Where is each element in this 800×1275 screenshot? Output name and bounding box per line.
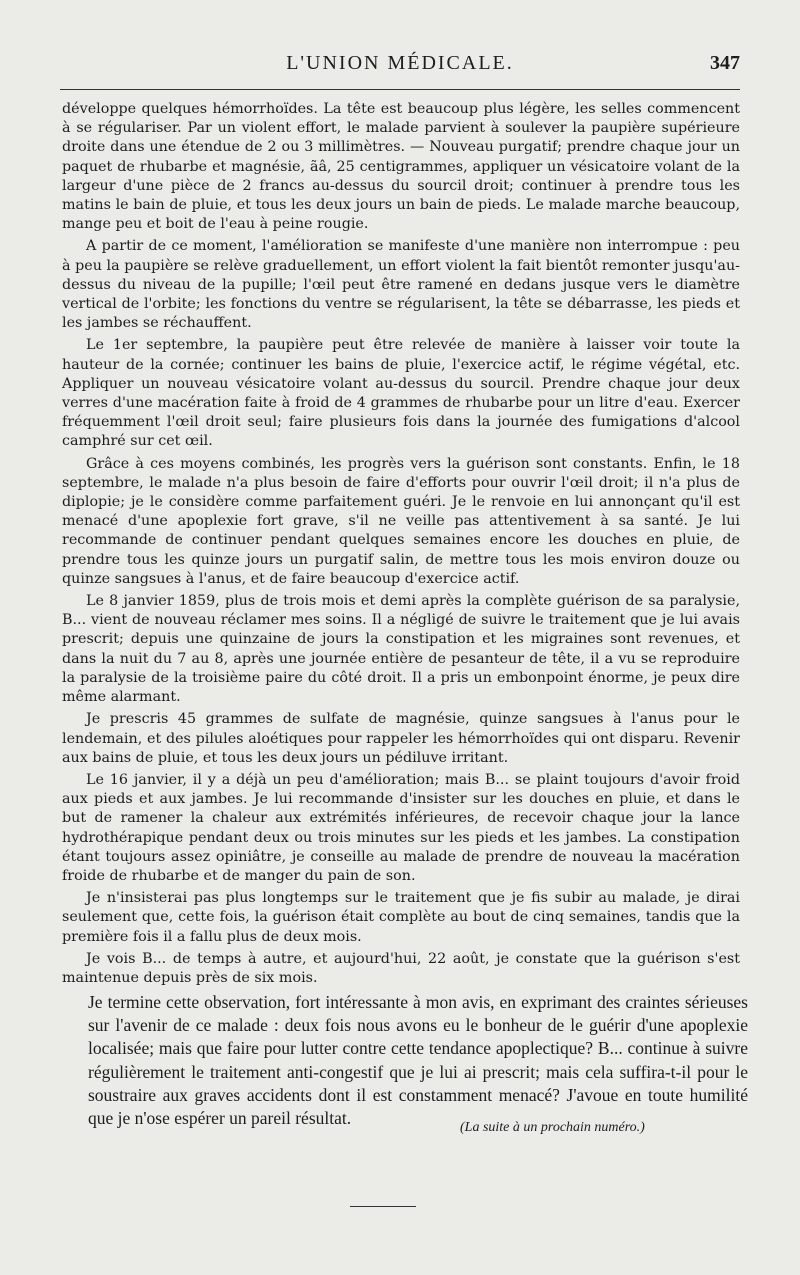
running-title: L'UNION MÉDICALE. (286, 52, 514, 74)
header-rule (60, 89, 740, 90)
paragraph: Le 1er septembre, la paupière peut être relevée de manière à laisser voir toute la hauteur de la cornée; continuer les bains de pluie, l'exercice actif, le régime végétal, etc. Appliquer un nouveau vésicatoire volant au-dessus du sourcil. Prendre chaque jour deux verres d'une macération faite à froid de 4 grammes de rhubarbe pour un litre d'eau. Exercer fréquemment l'œil droit seul; faire plusieurs fois dans la journée des fumigations d'alcool camphré sur cet œil. (62, 337, 740, 450)
closing-section (88, 991, 748, 1130)
paragraph: Je n'insisterai pas plus longtemps sur le traitement que je fis subir au malade, je dirai seulement que, cette fois, la guérison était complète au bout de cinq semaines, tandis que la première fois il a fallu plus de deux mois. (62, 890, 740, 945)
footer-rule (350, 1206, 416, 1207)
paragraph: développe quelques hémorrhoïdes. La tête est beaucoup plus légère, les selles commencent à se régulariser. Par un violent effort, le malade parvient à soulever la paupière supérieure droite dans une étendue de 2 ou 3 millimètres. — Nouveau purgatif; prendre chaque jour un paquet de rhubarbe et magnésie, ãâ, 25 centigrammes, appliquer un vésicatoire volant de la largeur d'une pièce de 2 francs au-dessus du sourcil droit; continuer à prendre tous les matins le bain de pluie, et tous les deux jours un bain de pieds. Le malade marche beaucoup, mange peu et boit de l'eau à peine rougie. (62, 101, 740, 233)
article-body (62, 100, 740, 991)
continuation-note: (La suite à un prochain numéro.) (460, 1120, 645, 1135)
paragraph: Grâce à ces moyens combinés, les progrès vers la guérison sont constants. Enfin, le 18 septembre, le malade n'a plus besoin de faire d'efforts pour ouvrir l'œil droit; il n'a plus de diplopie; je le considère comme parfaitement guéri. Je le renvoie en lui annonçant qu'il est menacé d'une apoplexie fort grave, s'il ne veille pas attentivement à sa santé. Je lui recommande de continuer pendant quelques semaines encore les douches en pluie, de prendre tous les quinze jours un purgatif salin, de mettre tous les mois environ douze ou quinze sangsues à l'anus, et de faire beaucoup d'exercice actif. (62, 455, 740, 587)
paragraph: Le 16 janvier, il y a déjà un peu d'amélioration; mais B... se plaint toujours d'avoir froid aux pieds et aux jambes. Je lui recommande d'insister sur les douches en pluie, et dans le but de ramener la chaleur aux extrémités inférieures, de recevoir chaque jour la lance hydrothérapique pendant deux ou trois minutes sur les pieds et les jambes. La constipation étant toujours assez opiniâtre, je conseille au malade de prendre de nouveau la macération froide de rhubarbe et de manger du pain de son. (62, 771, 740, 884)
paragraph: A partir de ce moment, l'amélioration se manifeste d'une manière non interrompue : peu à peu la paupière se relève graduellement, un effort violent la fait bientôt remonter jusqu'au-dessus du niveau de la pupille; l'œil peut être ramené en dedans jusque vers le diamètre vertical de l'orbite; les fonctions du ventre se régularisent, la tête se débarrasse, les pieds et les jambes se réchauffent. (62, 238, 740, 332)
page-header (60, 52, 740, 82)
paragraph: Je prescris 45 grammes de sulfate de magnésie, quinze sangsues à l'anus pour le lendemain, et des pilules aloétiques pour rappeler les hémorrhoïdes qui ont disparu. Revenir aux bains de pluie, et tous les deux jours un pédiluve irritant. (62, 711, 740, 766)
paragraph: Le 8 janvier 1859, plus de trois mois et demi après la complète guérison de sa paralysie, B... vient de nouveau réclamer mes soins. Il a négligé de suivre le traitement que je lui avais prescrit; depuis une quinzaine de jours la constipation et les migraines sont revenues, et dans la nuit du 7 au 8, après une journée entière de pesanteur de tête, il a vu se reproduire la paralysie de la troisième paire du côté droit. Il a pris un embonpoint énorme, je peux dire même alarmant. (62, 593, 740, 706)
page-number: 347 (710, 52, 740, 74)
closing-paragraph: Je termine cette observation, fort intéressante à mon avis, en exprimant des craintes sérieuses sur l'avenir de ce malade : deux fois nous avons eu le bonheur de le guérir d'une apoplexie localisée; mais que faire pour lutter contre cette tendance apoplectique? B... continue à suivre régulièrement le traitement anti-congestif que je lui ai prescrit; mais cela suffira-t-il pour le soustraire aux graves accidents dont il est constamment menacé? J'avoue en toute humilité que je n'ose espérer un pareil résultat. (88, 992, 748, 1129)
paragraph: Je vois B... de temps à autre, et aujourd'hui, 22 août, je constate que la guérison s'est maintenue depuis près de six mois. (62, 950, 740, 986)
